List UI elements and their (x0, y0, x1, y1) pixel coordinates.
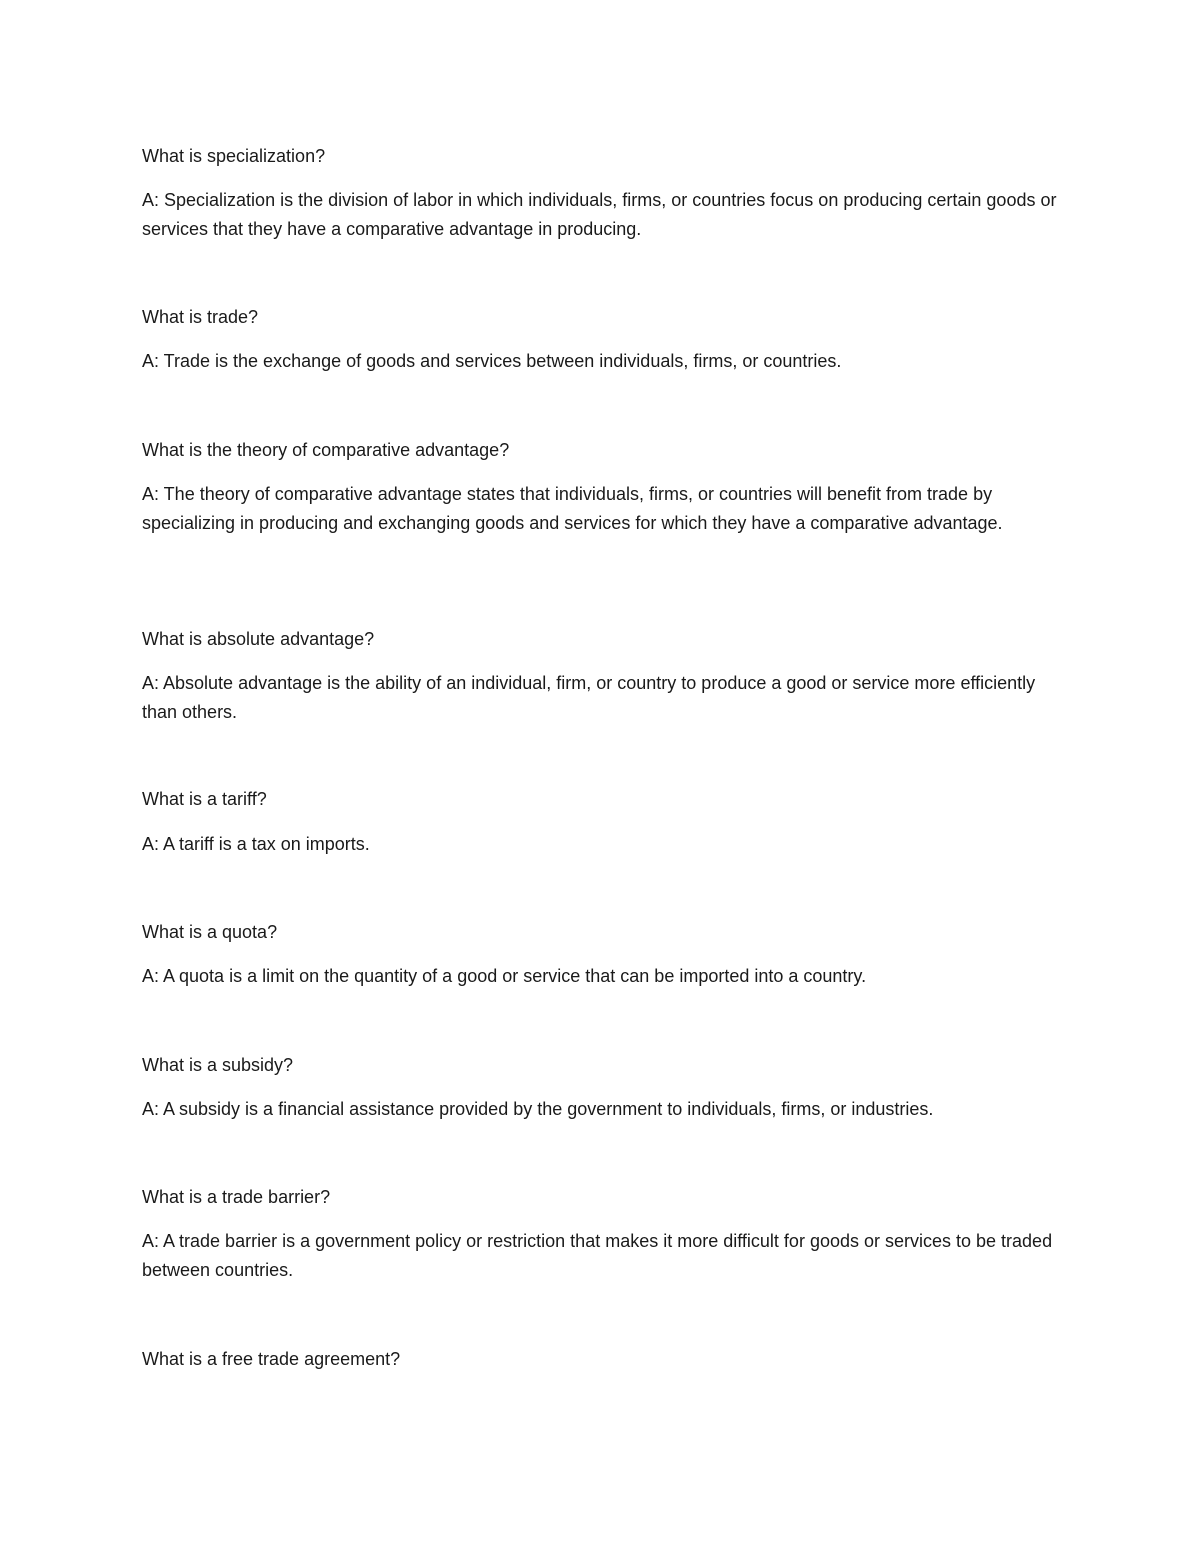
question-text: What is a subsidy? (142, 1055, 294, 1075)
question-text: What is a trade barrier? (142, 1187, 331, 1207)
answer-text: A: A subsidy is a financial assistance provided by the government to individuals, firms, or industries. (142, 1099, 934, 1119)
answer-text: A: A tariff is a tax on imports. (142, 834, 370, 854)
question-text: What is specialization? (142, 146, 326, 166)
answer-text: A: Trade is the exchange of goods and services between individuals, firms, or countries. (142, 351, 842, 371)
question-text: What is a tariff? (142, 789, 267, 809)
answer-text: A: The theory of comparative advantage states that individuals, firms, or countries will benefit from trade by specializing in producing and exchanging goods and services for which they have a comparative advantage. (142, 484, 1003, 533)
question-text: What is a free trade agreement? (142, 1349, 401, 1369)
question-text: What is trade? (142, 307, 259, 327)
question-text: What is absolute advantage? (142, 629, 375, 649)
question-text: What is the theory of comparative advantage? (142, 440, 510, 460)
answer-text: A: A quota is a limit on the quantity of a good or service that can be imported into a country. (142, 966, 867, 986)
question-text: What is a quota? (142, 922, 278, 942)
answer-text: A: Absolute advantage is the ability of an individual, firm, or country to produce a good or service more efficiently than others. (142, 673, 1036, 722)
answer-text: A: Specialization is the division of labor in which individuals, firms, or countries focus on producing certain goods or services that they have a comparative advantage in producing. (142, 190, 1057, 239)
answer-text: A: A trade barrier is a government policy or restriction that makes it more difficult for goods or services to be traded between countries. (142, 1231, 1053, 1280)
